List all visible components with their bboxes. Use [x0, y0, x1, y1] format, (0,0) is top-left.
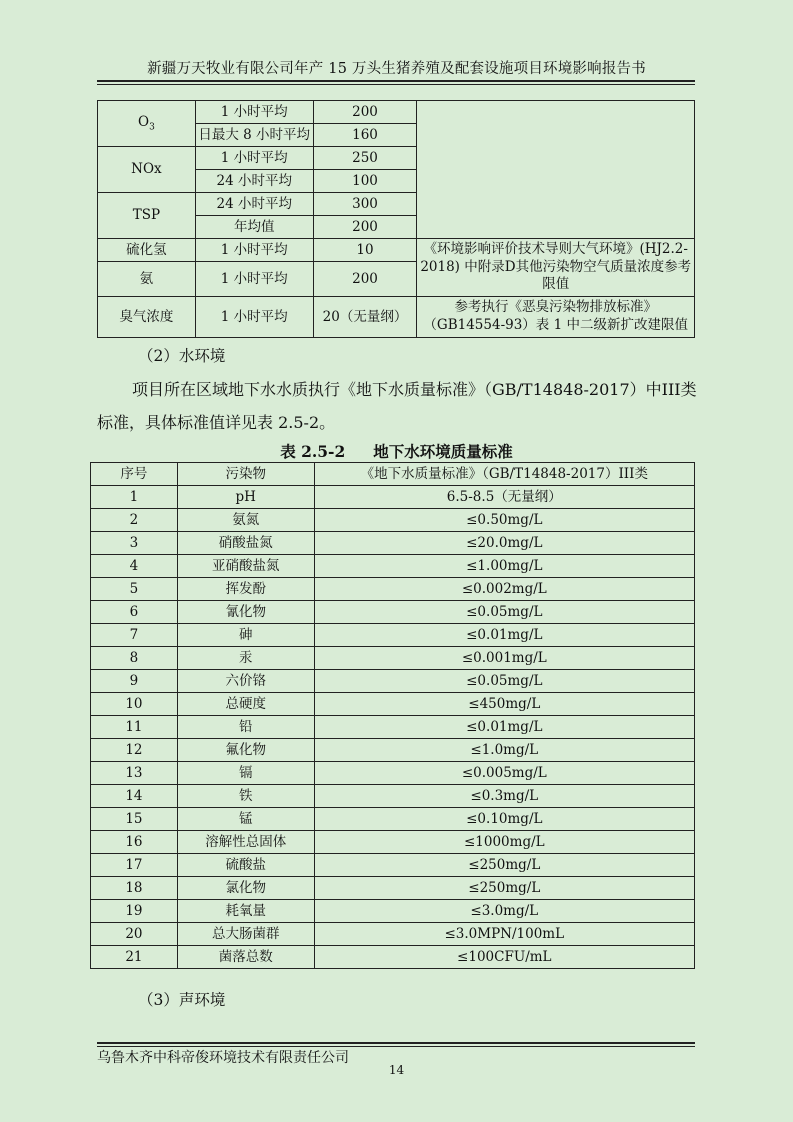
table-row [91, 716, 695, 739]
row-number: 2 [91, 509, 178, 532]
limit-value: ≤1000mg/L [314, 831, 694, 854]
row-number: 7 [91, 624, 178, 647]
pollutant-name: 溶解性总固体 [177, 831, 314, 854]
reference-note: 《环境影响评价技术导则大气环境》(HJ2.2-2018) 中附录D其他污染物空气质量浓度参考限值 [417, 239, 695, 297]
section-heading-water: （2）水环境 [138, 347, 226, 365]
pollutant-name: 耗氧量 [177, 900, 314, 923]
report-header-title: 新疆万天牧业有限公司年产 15 万头生猪养殖及配套设施项目环境影响报告书 [147, 61, 646, 77]
period-cell: 1 小时平均 [195, 101, 313, 124]
pollutant-name: 氯化物 [177, 877, 314, 900]
pollutant-name: pH [177, 486, 314, 509]
limit-value: ≤0.10mg/L [314, 808, 694, 831]
pollutant-name: 亚硝酸盐氮 [177, 555, 314, 578]
caption-number: 表 2.5-2 [280, 442, 346, 461]
limit-value: ≤1.0mg/L [314, 739, 694, 762]
table-row [91, 578, 695, 601]
footer-divider [97, 1042, 695, 1044]
row-number: 19 [91, 900, 178, 923]
pollutant-nh3: 氨 [98, 262, 196, 297]
row-number: 16 [91, 831, 178, 854]
column-header: 序号 [91, 463, 178, 486]
row-number: 12 [91, 739, 178, 762]
table-row [91, 854, 695, 877]
table-row [91, 486, 695, 509]
column-header: 污染物 [177, 463, 314, 486]
limit-value: ≤0.01mg/L [314, 624, 694, 647]
table-row [91, 739, 695, 762]
pollutant-name: 氨氮 [177, 509, 314, 532]
caption-title: 地下水环境质量标准 [373, 442, 513, 461]
table-row [91, 555, 695, 578]
pollutant-name: 镉 [177, 762, 314, 785]
table-row [91, 762, 695, 785]
pollutant-h2s: 硫化氢 [98, 239, 196, 262]
limit-value: ≤250mg/L [314, 854, 694, 877]
groundwater-standards-table [90, 462, 695, 969]
row-number: 8 [91, 647, 178, 670]
header-divider [97, 80, 695, 82]
table-row [91, 693, 695, 716]
pollutant-name: 铅 [177, 716, 314, 739]
table-row [91, 509, 695, 532]
row-number: 18 [91, 877, 178, 900]
table-row [91, 923, 695, 946]
row-number: 20 [91, 923, 178, 946]
pollutant-name: 砷 [177, 624, 314, 647]
limit-value: ≤20.0mg/L [314, 532, 694, 555]
limit-value: ≤3.0mg/L [314, 900, 694, 923]
limit-value: ≤0.3mg/L [314, 785, 694, 808]
pollutant-name: 硝酸盐氮 [177, 532, 314, 555]
limit-cell: 200 [313, 216, 417, 239]
limit-cell: 250 [313, 147, 417, 170]
limit-cell: 300 [313, 193, 417, 216]
limit-value: ≤0.002mg/L [314, 578, 694, 601]
table-row [91, 900, 695, 923]
table-row [98, 101, 695, 124]
period-cell: 日最大 8 小时平均 [195, 124, 313, 147]
pollutant-name: 菌落总数 [177, 946, 314, 969]
pollutant-nox: NOx [98, 147, 196, 193]
period-cell: 24 小时平均 [195, 193, 313, 216]
limit-value: ≤450mg/L [314, 693, 694, 716]
limit-cell: 100 [313, 170, 417, 193]
limit-cell: 160 [313, 124, 417, 147]
table-row [91, 532, 695, 555]
pollutant-o3: $O_3$ [98, 101, 196, 147]
table-row [91, 624, 695, 647]
row-number: 3 [91, 532, 178, 555]
pollutant-name: 总硬度 [177, 693, 314, 716]
footer-company: 乌鲁木齐中科帝俊环境技术有限责任公司 [97, 1050, 349, 1066]
pollutant-name: 挥发酚 [177, 578, 314, 601]
pollutant-name: 总大肠菌群 [177, 923, 314, 946]
row-number: 6 [91, 601, 178, 624]
table-row [98, 297, 695, 338]
pollutant-odor: 臭气浓度 [98, 297, 196, 338]
pollutant-name: 六价铬 [177, 670, 314, 693]
limit-value: ≤0.01mg/L [314, 716, 694, 739]
limit-value: ≤1.00mg/L [314, 555, 694, 578]
limit-cell: 200 [313, 101, 417, 124]
row-number: 9 [91, 670, 178, 693]
air-quality-standards-table [97, 100, 695, 338]
period-cell: 年均值 [195, 216, 313, 239]
row-number: 13 [91, 762, 178, 785]
pollutant-name: 汞 [177, 647, 314, 670]
row-number: 15 [91, 808, 178, 831]
table-row [91, 808, 695, 831]
row-number: 1 [91, 486, 178, 509]
limit-value: ≤250mg/L [314, 877, 694, 900]
reference-note: 参考执行《恶臭污染物排放标准》（GB14554-93）表 1 中二级新扩改建限值 [417, 297, 695, 338]
table-row [91, 831, 695, 854]
table-header-row [91, 463, 695, 486]
period-cell: 24 小时平均 [195, 170, 313, 193]
limit-cell: 20（无量纲） [313, 297, 417, 338]
row-number: 11 [91, 716, 178, 739]
table-row [98, 239, 695, 262]
table-row [91, 946, 695, 969]
pollutant-name: 氟化物 [177, 739, 314, 762]
row-number: 21 [91, 946, 178, 969]
row-number: 5 [91, 578, 178, 601]
pollutant-name: 硫酸盐 [177, 854, 314, 877]
pollutant-name: 锰 [177, 808, 314, 831]
row-number: 17 [91, 854, 178, 877]
table-caption [0, 440, 793, 462]
page-number: 14 [388, 1063, 405, 1077]
limit-value: ≤3.0MPN/100mL [314, 923, 694, 946]
table-row [91, 670, 695, 693]
period-cell: 1 小时平均 [195, 297, 313, 338]
empty-note-cell [417, 101, 695, 239]
limit-value: ≤0.05mg/L [314, 670, 694, 693]
column-header: 《地下水质量标准》（GB/T14848-2017）III类 [314, 463, 694, 486]
pollutant-tsp: TSP [98, 193, 196, 239]
table-row [91, 647, 695, 670]
section-heading-noise: （3）声环境 [138, 991, 226, 1009]
table-row [91, 877, 695, 900]
period-cell: 1 小时平均 [195, 147, 313, 170]
period-cell: 1 小时平均 [195, 239, 313, 262]
period-cell: 1 小时平均 [195, 262, 313, 297]
paragraph: 项目所在区域地下水水质执行《地下水质量标准》（GB/T14848-2017）中III类标准，具体标准值详见表 2.5-2。 [97, 380, 697, 432]
table-row [91, 785, 695, 808]
pollutant-name: 氰化物 [177, 601, 314, 624]
limit-value: ≤0.001mg/L [314, 647, 694, 670]
limit-value: 6.5-8.5（无量纲） [314, 486, 694, 509]
header-divider-thin [97, 84, 695, 85]
limit-value: ≤0.005mg/L [314, 762, 694, 785]
row-number: 4 [91, 555, 178, 578]
row-number: 10 [91, 693, 178, 716]
limit-cell: 200 [313, 262, 417, 297]
pollutant-name: 铁 [177, 785, 314, 808]
table-row [91, 601, 695, 624]
limit-value: ≤100CFU/mL [314, 946, 694, 969]
limit-value: ≤0.05mg/L [314, 601, 694, 624]
row-number: 14 [91, 785, 178, 808]
limit-cell: 10 [313, 239, 417, 262]
limit-value: ≤0.50mg/L [314, 509, 694, 532]
